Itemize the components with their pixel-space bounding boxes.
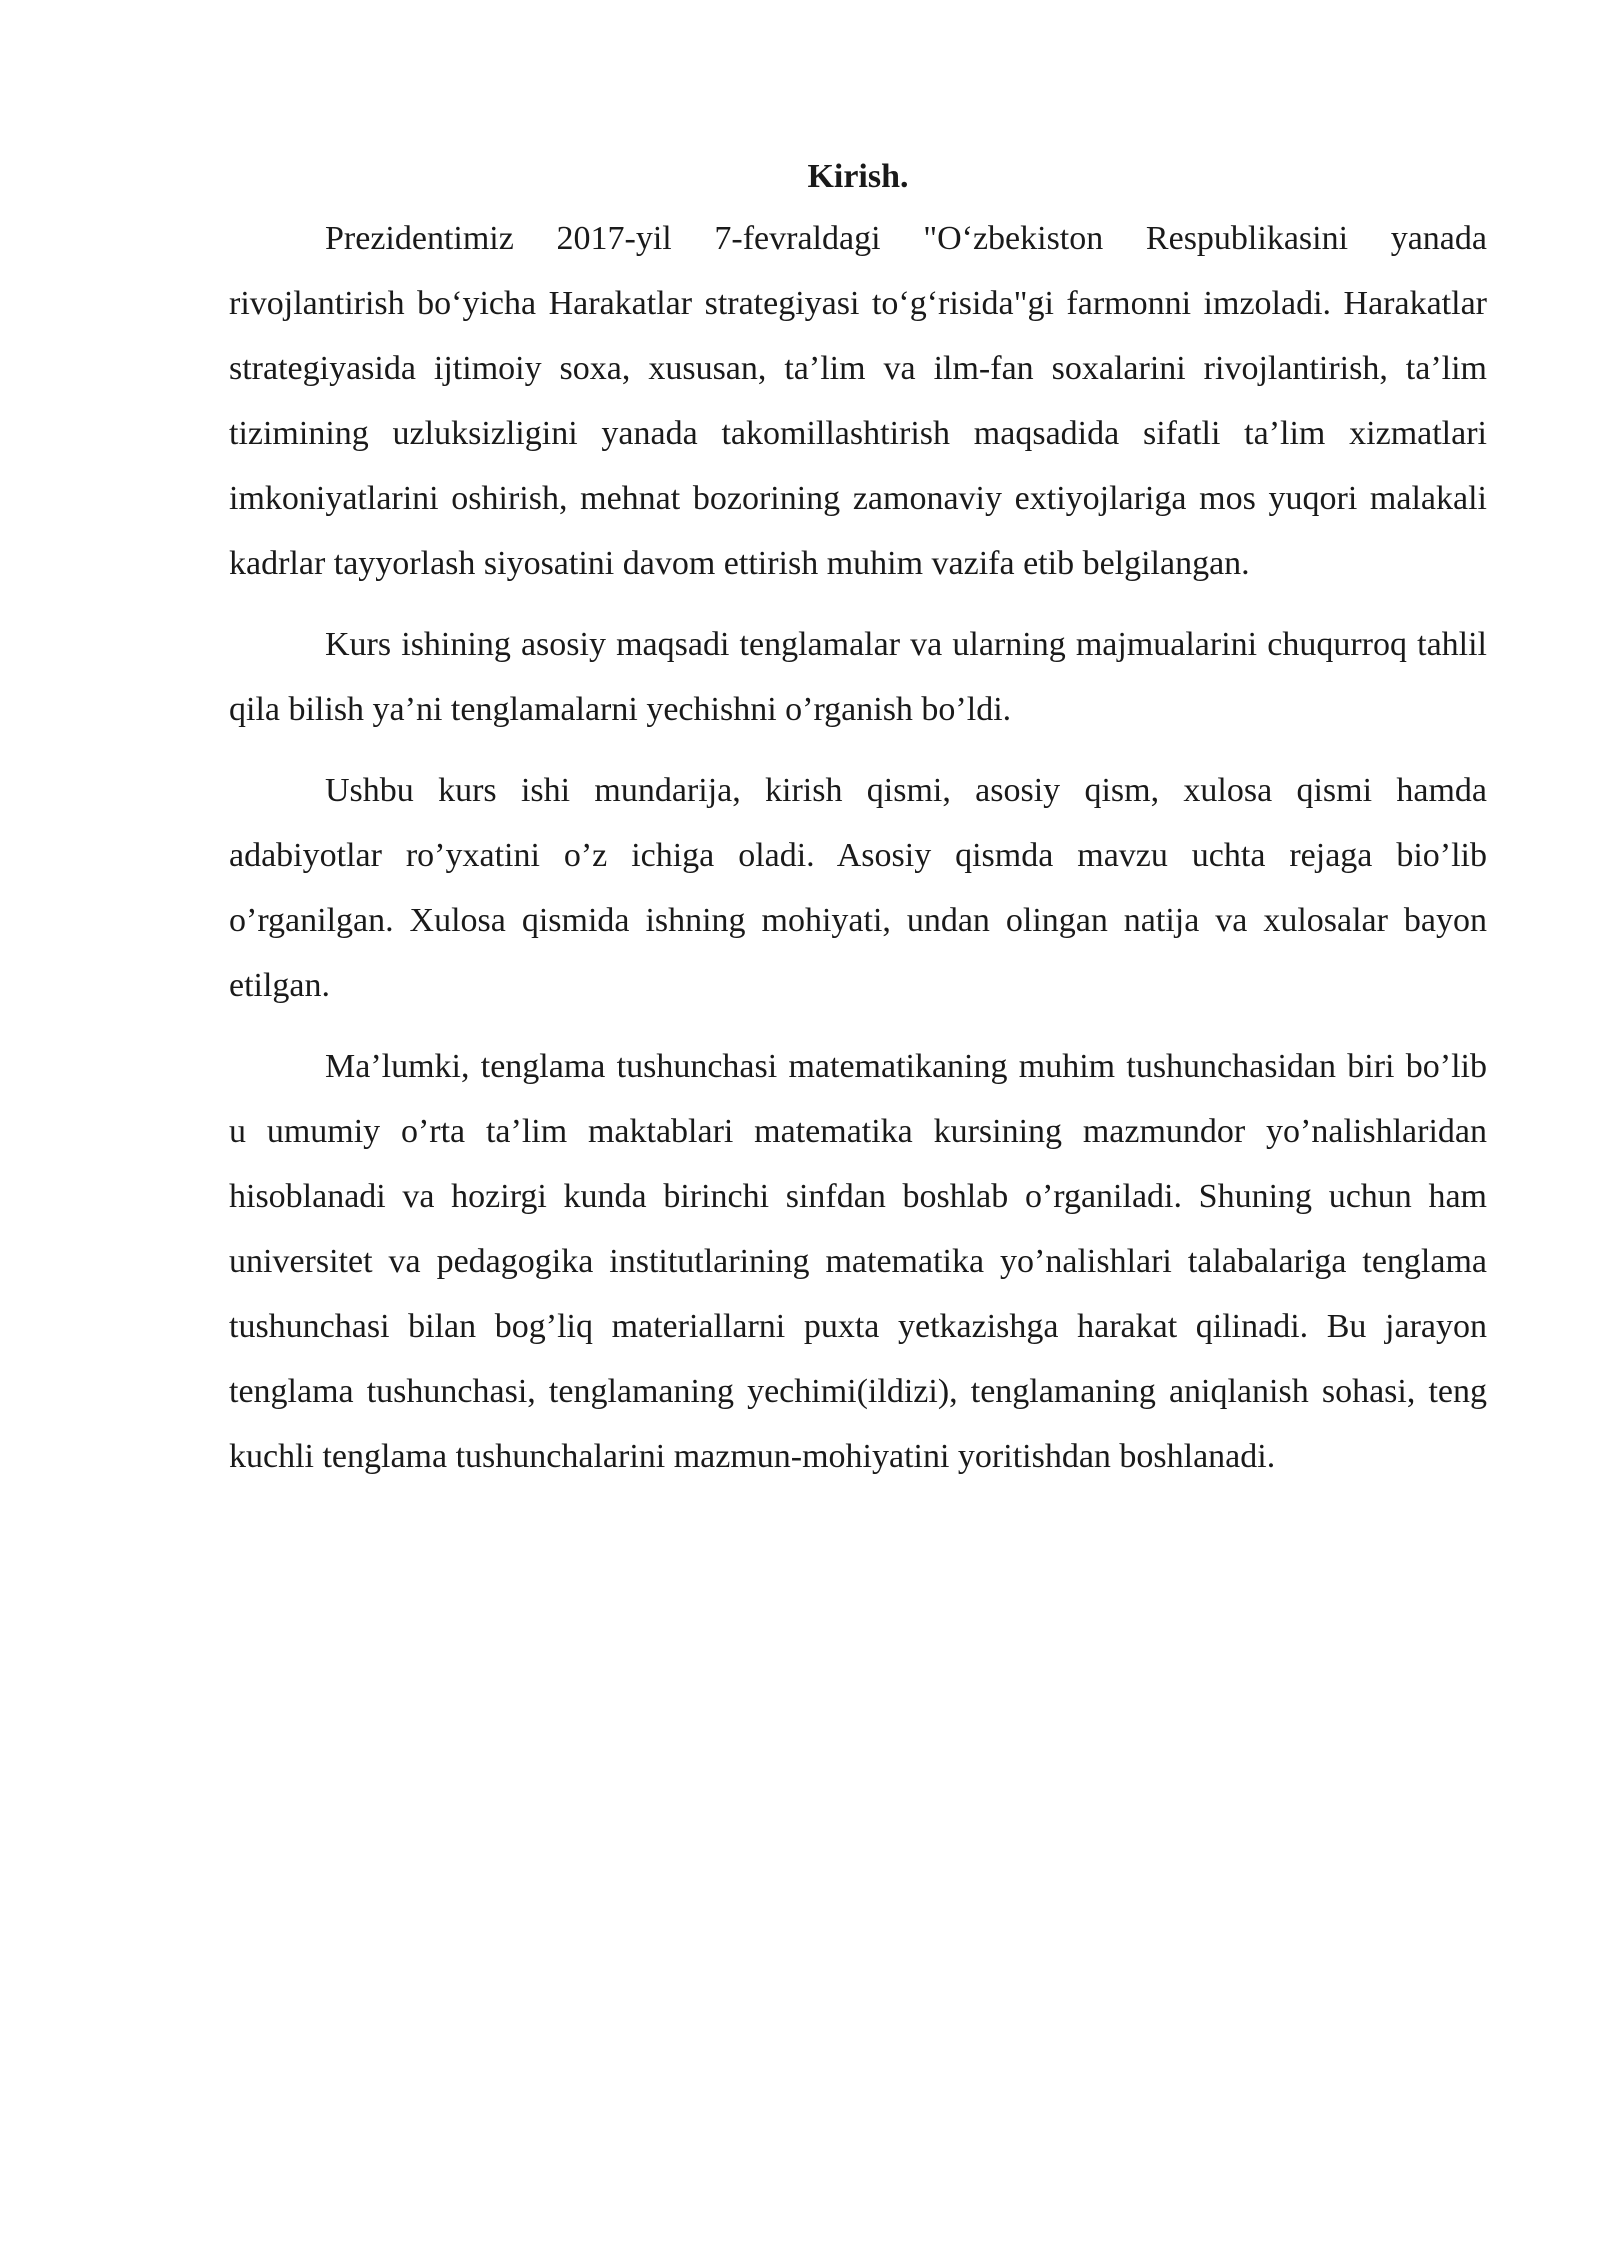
- document-body: [229, 148, 1487, 1505]
- paragraph-concept: Ma’lumki, tenglama tushunchasi matematikaning muhim tushunchasidan biri bo’lib u umumiy o’rta ta’lim maktablari matematika kursining mazmundor yo’nalishlaridan hisoblanadi va hozirgi kunda birinchi sinfdan boshlab o’rganiladi. Shuning uchun ham universitet va pedagogika institutlarining matematika yo’nalishlari talabalariga tenglama tushunchasi bilan bog’liq materiallarni puxta yetkazishga harakat qilinadi. Bu jarayon tenglama tushunchasi, tenglamaning yechimi(ildizi), tenglamaning aniqlanish sohasi, teng kuchli tenglama tushunchalarini mazmun-mohiyatini yoritishdan boshlanadi.: [229, 1048, 1487, 1475]
- paragraph-intro: Prezidentimiz 2017-yil 7-fevraldagi "O‘zbekiston Respublikasini yanada rivojlantirish bo‘yicha Harakatlar strategiyasi to‘g‘risida"gi farmonni imzoladi. Harakatlar strategiyasida ijtimoiy soxa, xususan, ta’lim va ilm-fan soxalarini rivojlantirish, ta’lim tizimining uzluksizligini yanada takomillashtirish maqsadida sifatli ta’lim xizmatlari imkoniyatlarini oshirish, mehnat bozorining zamonaviy extiyojlariga mos yuqori malakali kadrlar tayyorlash siyosatini davom ettirish muhim vazifa etib belgilangan.: [229, 220, 1487, 582]
- section-heading: Kirish.: [807, 158, 909, 195]
- paragraph-structure: Ushbu kurs ishi mundarija, kirish qismi, asosiy qism, xulosa qismi hamda adabiyotlar ro’yxatini o’z ichiga oladi. Asosiy qismda mavzu uchta rejaga bio’lib o’rganilgan. Xulosa qismida ishning mohiyati, undan olingan natija va xulosalar bayon etilgan.: [229, 772, 1487, 1004]
- paragraph-goal: Kurs ishining asosiy maqsadi tenglamalar va ularning majmualarini chuqurroq tahlil qila bilish ya’ni tenglamalarni yechishni o’rganish bo’ldi.: [229, 626, 1487, 728]
